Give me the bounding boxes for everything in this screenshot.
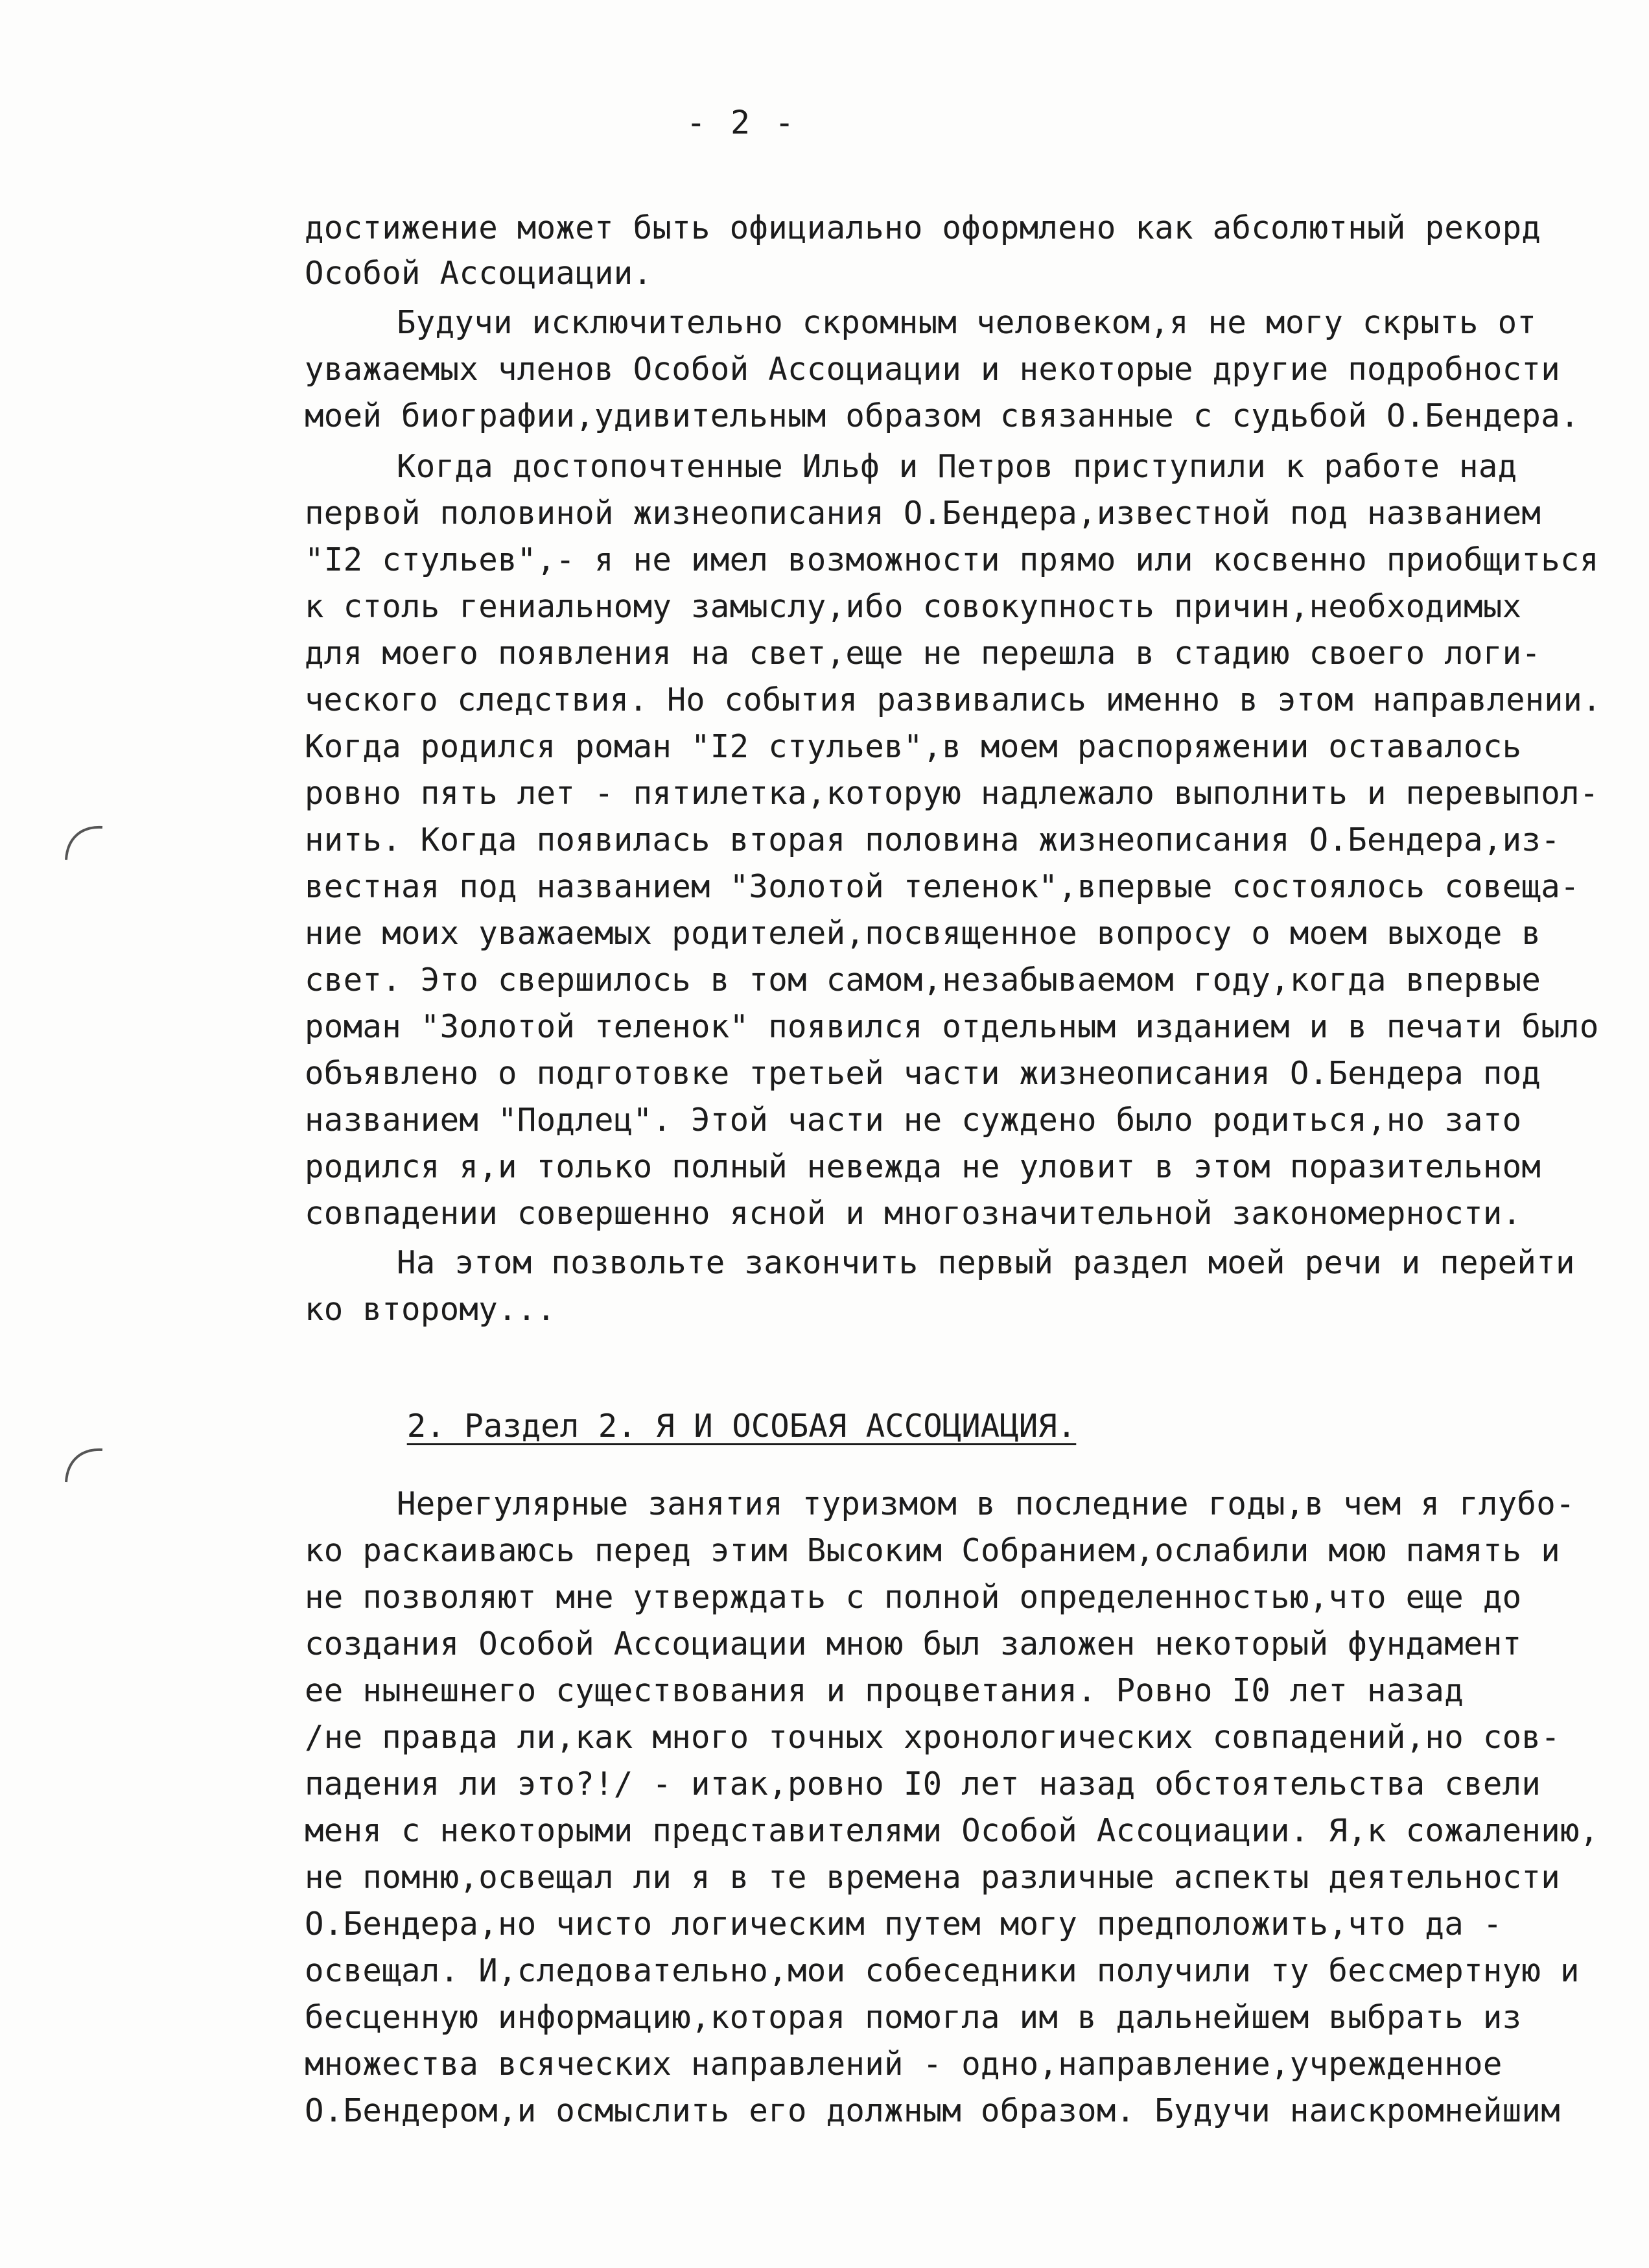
text-line: вестная под названием "Золотой теленок",впервые состоялось совеща- — [305, 868, 1580, 905]
punch-hole-mark-upper — [62, 818, 108, 864]
text-line: не помню,освещал ли я в те времена различные аспекты деятельности — [305, 1859, 1561, 1896]
text-line: На этом позвольте закончить первый раздел моей речи и перейти — [397, 1244, 1575, 1281]
page-number: - 2 - — [686, 104, 797, 141]
text-line: бесценную информацию,которая помогла им в дальнейшем выбрать из — [305, 1999, 1522, 2036]
text-line: /не правда ли,как много точных хронологических совпадений,но сов- — [305, 1719, 1561, 1756]
text-line: меня с некоторыми представителями Особой Ассоциации. Я,к сожалению, — [305, 1812, 1599, 1849]
section-heading-text: 2. Раздел 2. Я И ОСОБАЯ АССОЦИАЦИЯ. — [406, 1408, 1077, 1445]
text-line: ческого следствия. Но события развивались именно в этом направлении. — [305, 681, 1602, 718]
text-line: Особой Ассоциации. — [305, 255, 653, 292]
text-line: падения ли это?!/ - итак,ровно I0 лет назад обстоятельства свели — [305, 1766, 1541, 1802]
text-line: освещал. И,следовательно,мои собеседники получили ту бессмертную и — [305, 1952, 1580, 1989]
text-line: не позволяют мне утверждать с полной определенностью,что еще до — [305, 1579, 1522, 1616]
text-line: ко раскаиваюсь перед этим Высоким Собранием,ослабили мою память и — [305, 1532, 1561, 1569]
text-line: "I2 стульев",- я не имел возможности прямо или косвенно приобщиться — [305, 541, 1599, 578]
text-line: ние моих уважаемых родителей,посвященное вопросу о моем выходе в — [305, 915, 1541, 952]
punch-hole-mark-lower — [62, 1441, 108, 1486]
text-line: свет. Это свершилось в том самом,незабываемом году,когда впервые — [305, 962, 1541, 998]
text-line: Когда достопочтенные Ильф и Петров приступили к работе над — [397, 448, 1517, 485]
text-line: Когда родился роман "I2 стульев",в моем распоряжении оставалось — [305, 728, 1522, 765]
text-line: ее нынешнего существования и процветания. Ровно I0 лет назад — [305, 1672, 1464, 1709]
text-line: множества всяческих направлений - одно,направление,учрежденное — [305, 2046, 1503, 2083]
section-heading — [0, 1407, 1483, 1446]
text-line: достижение может быть официально оформлено как абсолютный рекорд — [305, 209, 1541, 246]
text-line: ко второму... — [305, 1291, 556, 1328]
text-line: родился я,и только полный невежда не уловит в этом поразительном — [305, 1148, 1541, 1185]
text-line: названием "Подлец". Этой части не суждено было родиться,но зато — [305, 1102, 1522, 1139]
text-line: Нерегулярные занятия туризмом в последние годы,в чем я глубо- — [397, 1485, 1575, 1522]
text-line: первой половиной жизнеописания О.Бендера,известной под названием — [305, 495, 1541, 532]
text-line: О.Бендера,но чисто логическим путем могу предположить,что да - — [305, 1906, 1503, 1943]
text-line: уважаемых членов Особой Ассоциации и некоторые другие подробности — [305, 351, 1561, 388]
text-line: моей биографии,удивительным образом связанные с судьбой О.Бендера. — [305, 397, 1580, 434]
text-line: к столь гениальному замыслу,ибо совокупность причин,необходимых — [305, 588, 1522, 625]
text-line: объявлено о подготовке третьей части жизнеописания О.Бендера под — [305, 1055, 1541, 1092]
text-line: нить. Когда появилась вторая половина жизнеописания О.Бендера,из- — [305, 821, 1561, 858]
text-line: Будучи исключительно скромным человеком,я не могу скрыть от — [397, 304, 1537, 341]
text-line: О.Бендером,и осмыслить его должным образом. Будучи наискромнейшим — [305, 2092, 1561, 2129]
text-line: ровно пять лет - пятилетка,которую надлежало выполнить и перевыпол- — [305, 775, 1599, 812]
text-line: роман "Золотой теленок" появился отдельным изданием и в печати было — [305, 1008, 1599, 1045]
text-line: совпадении совершенно ясной и многозначительной закономерности. — [305, 1195, 1522, 1232]
text-line: создания Особой Ассоциации мною был заложен некоторый фундамент — [305, 1625, 1522, 1662]
text-line: для моего появления на свет,еще не перешла в стадию своего логи- — [305, 635, 1541, 672]
